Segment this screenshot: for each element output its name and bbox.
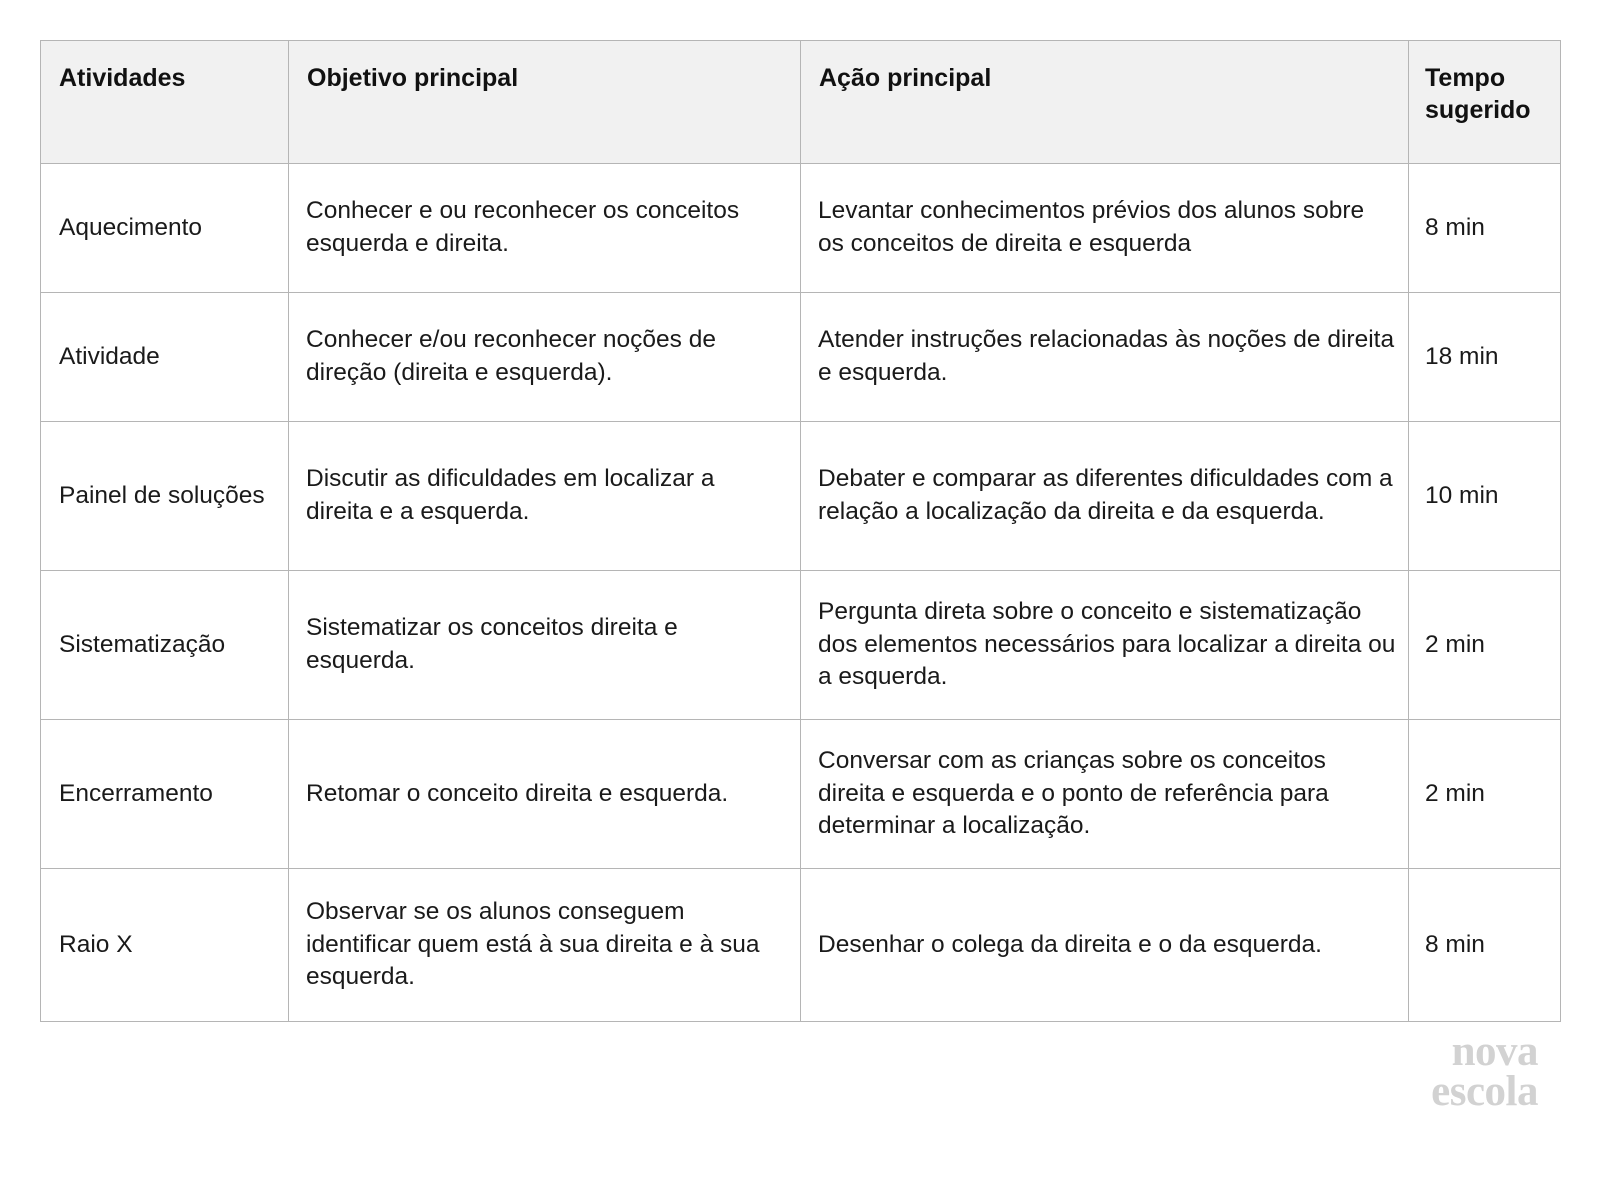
cell-objetivo: Retomar o conceito direita e esquerda. (289, 720, 801, 869)
column-header-acao-principal: Ação principal (801, 41, 1409, 164)
cell-tempo: 2 min (1409, 720, 1561, 869)
cell-acao: Atender instruções relacionadas às noções de direita e esquerda. (801, 293, 1409, 422)
cell-tempo: 10 min (1409, 422, 1561, 571)
cell-acao: Pergunta direta sobre o conceito e sistematização dos elementos necessários para localizar a direita ou a esquerda. (801, 571, 1409, 720)
column-header-atividades: Atividades (41, 41, 289, 164)
table-row (41, 869, 1561, 1022)
cell-acao: Desenhar o colega da direita e o da esquerda. (801, 869, 1409, 1022)
cell-tempo: 18 min (1409, 293, 1561, 422)
lesson-plan-table (40, 40, 1561, 1022)
table-header-row (41, 41, 1561, 164)
table-body (41, 164, 1561, 1022)
cell-objetivo: Conhecer e/ou reconhecer noções de direção (direita e esquerda). (289, 293, 801, 422)
table-row (41, 293, 1561, 422)
cell-acao: Conversar com as crianças sobre os conceitos direita e esquerda e o ponto de referência para determinar a localização. (801, 720, 1409, 869)
logo-line-escola: escola (1431, 1067, 1538, 1115)
logo-line-nova: nova (1451, 1028, 1538, 1075)
table-row (41, 164, 1561, 293)
cell-acao: Debater e comparar as diferentes dificuldades com a relação a localização da direita e da esquerda. (801, 422, 1409, 571)
nova-escola-logo (1431, 1028, 1538, 1115)
cell-objetivo: Sistematizar os conceitos direita e esquerda. (289, 571, 801, 720)
table-header (41, 41, 1561, 164)
cell-atividade: Atividade (41, 293, 289, 422)
cell-objetivo: Conhecer e ou reconhecer os conceitos esquerda e direita. (289, 164, 801, 293)
table-row (41, 720, 1561, 869)
column-header-tempo-sugerido: Tempo sugerido (1409, 41, 1561, 164)
cell-objetivo: Discutir as dificuldades em localizar a direita e a esquerda. (289, 422, 801, 571)
cell-atividade: Encerramento (41, 720, 289, 869)
cell-atividade: Painel de soluções (41, 422, 289, 571)
cell-tempo: 8 min (1409, 869, 1561, 1022)
cell-atividade: Aquecimento (41, 164, 289, 293)
cell-atividade: Sistematização (41, 571, 289, 720)
table-row (41, 422, 1561, 571)
cell-tempo: 2 min (1409, 571, 1561, 720)
cell-tempo: 8 min (1409, 164, 1561, 293)
cell-acao: Levantar conhecimentos prévios dos alunos sobre os conceitos de direita e esquerda (801, 164, 1409, 293)
lesson-plan-table-container (40, 40, 1560, 1022)
table-row (41, 571, 1561, 720)
cell-objetivo: Observar se os alunos conseguem identificar quem está à sua direita e à sua esquerda. (289, 869, 801, 1022)
column-header-objetivo-principal: Objetivo principal (289, 41, 801, 164)
cell-atividade: Raio X (41, 869, 289, 1022)
